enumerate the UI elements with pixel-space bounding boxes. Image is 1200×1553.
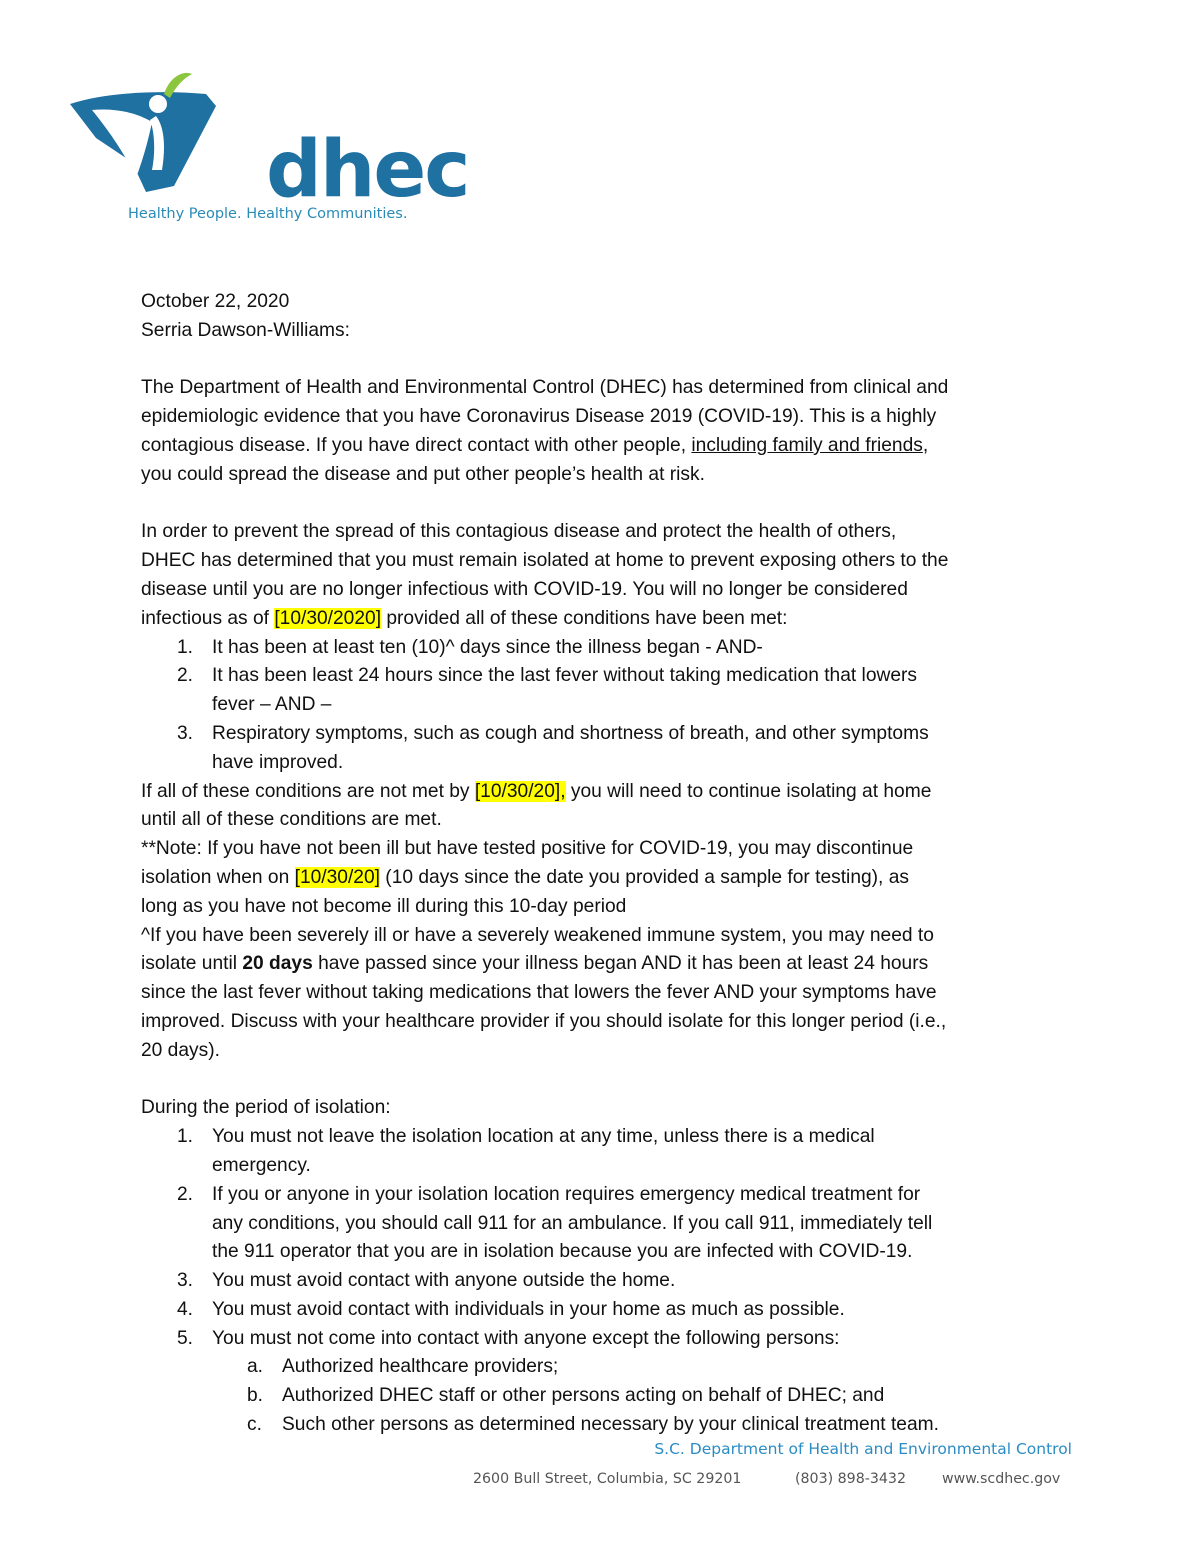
- list-item: 2. It has been least 24 hours since the last fever without taking medication that lowers: [177, 665, 918, 687]
- paragraph-determination: The Department of Health and Environmental Control (DHEC) has determined from clinical and epidemiologic evidence that you have Coronavirus Disease 2019 (COVID-19). This is a highly contagious disease. If you have direct contact with other people, including family and friends, you could spread the disease and put other people’s health at risk.: [141, 377, 949, 485]
- dhec-logo: [66, 66, 469, 231]
- list-item: 1. It has been at least ten (10)^ days since the illness began - AND-: [177, 636, 763, 658]
- paragraph-isolation: In order to prevent the spread of this contagious disease and protect the health of others, DHEC has determined that you must remain isolated at home to prevent exposing others to the disease until you are no longer infectious with COVID-19. You will no longer be considered infectious as of [10/30/2020] provided all of these conditions have been met:: [141, 521, 949, 629]
- paragraph-not-met: If all of these conditions are not met by [10/30/20], you will need to continue isolating at home until all of these conditions are met.: [141, 780, 932, 831]
- footer-website: www.scdhec.gov: [942, 1471, 1061, 1487]
- sub-list-item: b. Authorized DHEC staff or other persons acting on behalf of DHEC; and: [247, 1385, 885, 1407]
- letter-body: [141, 288, 1061, 1440]
- list-item: 5. You must not come into contact with anyone except the following persons:: [177, 1327, 840, 1349]
- list-item: 2. If you or anyone in your isolation location requires emergency medical treatment for: [177, 1183, 921, 1205]
- logo-tagline: Healthy People. Healthy Communities.: [128, 206, 408, 222]
- list-item: 3. Respiratory symptoms, such as cough and shortness of breath, and other symptoms: [177, 722, 929, 744]
- list-item: 4. You must avoid contact with individuals in your home as much as possible.: [177, 1298, 845, 1320]
- salutation: Serria Dawson-Williams:: [141, 319, 350, 341]
- footer-contact: [473, 1471, 1073, 1491]
- logo-wordmark: dhec: [266, 125, 469, 215]
- bold-phrase: 20 days: [242, 953, 313, 975]
- letter-date: October 22, 2020: [141, 291, 290, 312]
- highlighted-date: [10/30/20]: [294, 866, 380, 888]
- state-shape-icon: [66, 66, 266, 206]
- list-item: 3. You must avoid contact with anyone outside the home.: [177, 1270, 676, 1292]
- highlighted-date: [10/30/2020]: [274, 607, 382, 629]
- during-heading: During the period of isolation:: [141, 1097, 391, 1119]
- paragraph-severe: ^If you have been severely ill or have a severely weakened immune system, you may need to isolate until 20 days have passed since your illness began AND it has been at least 24 hours since the last fever without taking medications that lowers the fever AND your symptoms have improved. Discuss with your healthcare provider if you should isolate for this longer period (i.e., 20 days).: [141, 924, 947, 1061]
- paragraph-note: **Note: If you have not been ill but have tested positive for COVID-19, you may discontinue isolation when on [10/30/20] (10 days since the date you provided a sample for testing), as long as you have not become ill during this 10-day period: [141, 838, 914, 917]
- sub-list-item: c. Such other persons as determined necessary by your clinical treatment team.: [247, 1414, 939, 1436]
- list-item: 1. You must not leave the isolation location at any time, unless there is a medical: [177, 1126, 875, 1148]
- footer-organization: S.C. Department of Health and Environmental Control: [654, 1440, 1072, 1458]
- footer-address: 2600 Bull Street, Columbia, SC 29201: [473, 1471, 742, 1487]
- footer-phone: (803) 898-3432: [795, 1471, 906, 1487]
- highlighted-date: [10/30/20],: [474, 780, 566, 802]
- sub-list-item: a. Authorized healthcare providers;: [247, 1356, 559, 1378]
- during-list: 1. You must not leave the isolation location at any time, unless there is a medical emergency. 2. If you or anyone in your isolation location requires emergency medical treatment for any conditions, you should call 911 for an ambulance. If you call 911, immediately tell the 911 operator that you are in isolation because you are infected with COVID-19. 3. You must avoid contact with anyone outside the home. 4. You must avoid contact with individuals in your home as much as possible. 5. You must not come into contact with anyone except the following persons: a. Authorized healthcare providers; b. Authorized DHEC staff or other persons acting on behalf of DHEC; and c. Such other persons as determined necessary by your clinical treatment team.: [141, 1123, 1061, 1440]
- underlined-phrase: including family and friends: [691, 434, 923, 456]
- conditions-list: 1. It has been at least ten (10)^ days since the illness began - AND- 2. It has been least 24 hours since the last fever without taking medication that lowers fever – AND – 3. Respiratory symptoms, such as cough and shortness of breath, and other symptoms have improved.: [141, 634, 1061, 778]
